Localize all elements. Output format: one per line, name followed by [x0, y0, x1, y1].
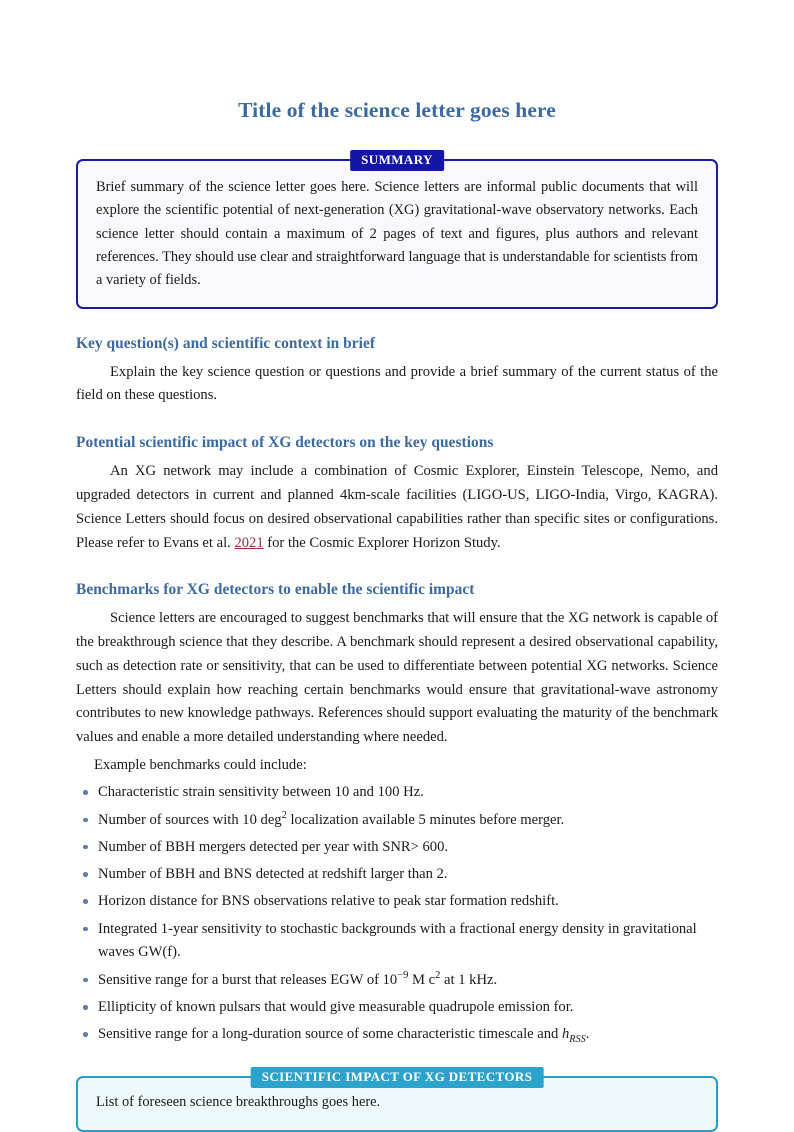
- benchmark-text: at 1 kHz.: [440, 971, 498, 988]
- math-superscript: −9: [397, 969, 409, 981]
- benchmark-text: Horizon distance for BNS observations relative to peak star formation redshift.: [98, 893, 559, 910]
- section-heading-key-questions: Key question(s) and scientific context in brief: [76, 334, 376, 352]
- benchmark-text: Ellipticity of known pulsars that would give measurable quadrupole emission for.: [98, 999, 574, 1016]
- paragraph-text-after-citation: for the Cosmic Explorer Horizon Study.: [263, 534, 501, 551]
- benchmarks-lead-in-text: Example benchmarks could include:: [94, 757, 307, 774]
- math-superscript: 2: [281, 809, 287, 821]
- math-superscript: 2: [435, 969, 441, 981]
- math-italic: h: [562, 1026, 570, 1043]
- benchmark-text: Sensitive range for a burst that releases EGW of: [98, 971, 383, 988]
- benchmark-text: Number of sources with 10: [98, 811, 261, 828]
- math-upright: deg: [260, 811, 282, 828]
- benchmark-list: [76, 781, 718, 1047]
- benchmark-item-bbh-snr-rate: [76, 836, 718, 860]
- benchmark-text: .: [585, 1026, 590, 1043]
- benchmark-text: Characteristic strain sensitivity between 10 and 100 Hz.: [98, 784, 424, 801]
- benchmark-item-bbh-bns-redshift: [76, 863, 718, 887]
- summary-box-text: Brief summary of the science letter goes here. Science letters are informal public documents that will explore the scientific potential of next-generation (XG) gravitational-wave observatory networks. Each science letter should contain a maximum of 2 pages of text and figures, plus authors and relevant references. They should use clear and straightforward language that is understandable for scientists from a variety of fields.: [96, 179, 698, 289]
- scientific-impact-callout-box: [76, 1069, 718, 1132]
- benchmark-item-stochastic-background: [76, 918, 718, 966]
- section-paragraph-potential-impact: [76, 460, 718, 555]
- benchmark-item-burst-egw-range: [76, 969, 718, 993]
- math-upright: 10: [382, 971, 398, 988]
- summary-callout-box: [76, 152, 718, 309]
- benchmark-item-localization-sources: [76, 809, 718, 833]
- impact-box-text: List of foreseen science breakthroughs goes here.: [96, 1094, 381, 1111]
- section-paragraph-key-questions: Explain the key science question or questions and provide a brief summary of the current status of the field on these questions.: [76, 363, 718, 404]
- section-heading-benchmarks: Benchmarks for XG detectors to enable the scientific impact: [76, 581, 475, 599]
- benchmark-item-bns-horizon-distance: [76, 890, 718, 914]
- benchmark-text: > 600.: [410, 838, 449, 855]
- benchmark-text: Sensitive range for a long-duration source of some characteristic timescale and: [98, 1026, 562, 1043]
- paragraph-text-before-citation: An XG network may include a combination of Cosmic Explorer, Einstein Telescope, Nemo, and upgraded detectors in current and planned 4km-scale facilities (LIGO-US, LIGO-India, Virgo, KAGRA). Science Letters should focus on desired observational capabilities rather than specific sites or configurations. Please refer to Evans et al.: [76, 463, 718, 551]
- benchmark-text: localization available 5 minutes before merger.: [286, 811, 565, 828]
- benchmark-text: Number of BBH and BNS detected at redshift larger than 2.: [98, 866, 448, 883]
- citation-link-evans-2021[interactable]: 2021: [234, 534, 264, 551]
- section-paragraph-benchmarks: Science letters are encouraged to suggest benchmarks that will ensure that the XG network is capable of the breakthrough science that they describe. A benchmark should represent a desired observational capability, such as detection rate or sensitivity, that can be used to differentiate between potential XG networks. Science Letters should explain how reaching certain benchmarks would ensure that gravitational-wave astronomy contributes to new knowledge pathways. References should support evaluating the maturity of the benchmark values and enable a more detailed understanding where needed.: [76, 610, 718, 746]
- section-heading-potential-impact: Potential scientific impact of XG detectors on the key questions: [76, 434, 494, 452]
- benchmark-text: Number of BBH mergers detected per year with SNR: [98, 838, 411, 855]
- benchmark-item-long-duration-range: [76, 1023, 718, 1047]
- impact-box-tab-label: SCIENTIFIC IMPACT OF XG DETECTORS: [251, 1067, 544, 1088]
- benchmark-item-strain-sensitivity: [76, 781, 718, 805]
- benchmark-item-pulsar-ellipticity: [76, 996, 718, 1020]
- benchmark-text: Integrated 1-year sensitivity to stochastic backgrounds with a fractional energy density in gravitational waves GW(f).: [98, 920, 697, 961]
- page-title: Title of the science letter goes here: [238, 98, 556, 122]
- summary-box-tab-label: SUMMARY: [350, 150, 444, 171]
- math-subscript: RSS: [569, 1034, 586, 1046]
- math-upright: M c: [408, 971, 436, 988]
